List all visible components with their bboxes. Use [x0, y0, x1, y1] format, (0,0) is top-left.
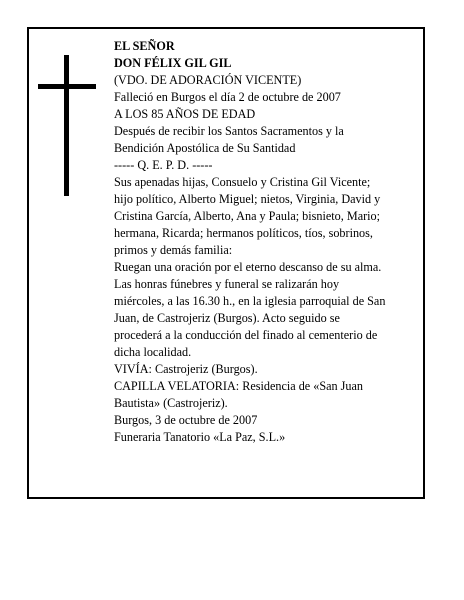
deceased-name: DON FÉLIX GIL GIL [114, 56, 232, 70]
text-line: hijo político, Alberto Miguel; nietos, Virginia, David y [114, 192, 381, 206]
obituary-text [114, 38, 410, 446]
text-line: primos y demás familia: [114, 243, 233, 257]
text-line: hermana, Ricarda; hermanos políticos, tíos, sobrinos, [114, 226, 373, 240]
text-line: Sus apenadas hijas, Consuelo y Cristina Gil Vicente; [114, 175, 371, 189]
text-line: Ruegan una oración por el eterno descanso de su alma. [114, 260, 382, 274]
text-line: Juan, de Castrojeriz (Burgos). Acto seguido se [114, 311, 340, 325]
text-line: Las honras fúnebres y funeral se ralizarán hoy [114, 277, 340, 291]
text-line: A LOS 85 AÑOS DE EDAD [114, 107, 256, 121]
text-line: Falleció en Burgos el día 2 de octubre de 2007 [114, 90, 341, 104]
text-line: CAPILLA VELATORIA: Residencia de «San Juan [114, 379, 364, 393]
text-line: procederá a la conducción del finado al cementerio de [114, 328, 378, 342]
text-line: Burgos, 3 de octubre de 2007 [114, 413, 258, 427]
text-line: VIVÍA: Castrojeriz (Burgos). [114, 362, 258, 376]
text-line: Bendición Apostólica de Su Santidad [114, 141, 296, 155]
text-line: (VDO. DE ADORACIÓN VICENTE) [114, 73, 302, 87]
text-line: Después de recibir los Santos Sacramentos y la [114, 124, 344, 138]
text-line: miércoles, a las 16.30 h., en la iglesia parroquial de San [114, 294, 386, 308]
cross-icon-horizontal [38, 84, 96, 89]
cross-icon-vertical [64, 55, 69, 196]
text-line: ----- Q. E. P. D. ----- [114, 158, 213, 172]
text-line: Funeraria Tanatorio «La Paz, S.L.» [114, 430, 286, 444]
text-line: dicha localidad. [114, 345, 192, 359]
deceased-title: EL SEÑOR [114, 39, 175, 53]
text-line: Bautista» (Castrojeriz). [114, 396, 228, 410]
text-line: Cristina García, Alberto, Ana y Paula; bisnieto, Mario; [114, 209, 381, 223]
